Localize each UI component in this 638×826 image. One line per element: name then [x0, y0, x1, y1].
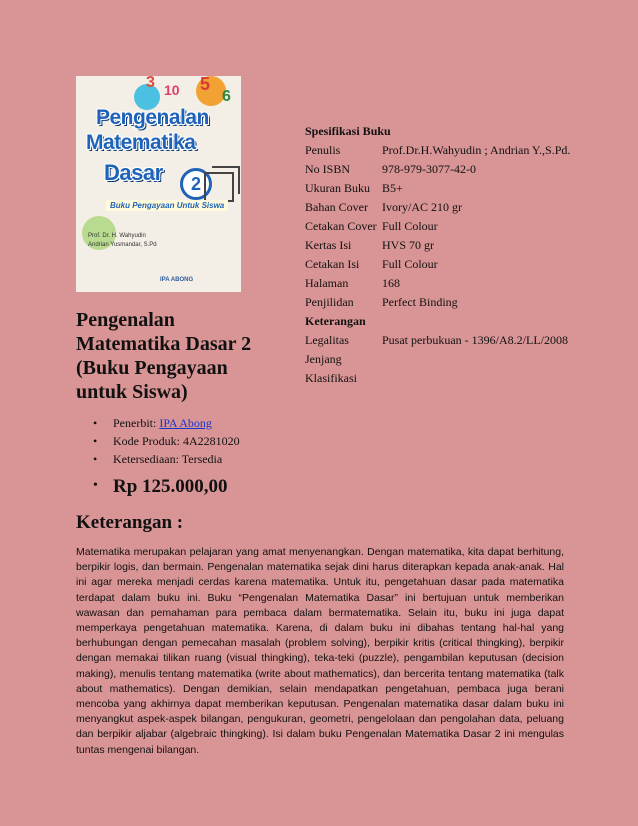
spec-heading-keterangan: Keterangan — [305, 314, 366, 328]
book-cover-image — [76, 76, 241, 292]
spec-value: Full Colour — [382, 257, 438, 271]
spec-row — [305, 198, 570, 217]
cover-number: 6 — [222, 88, 231, 105]
cover-authors — [88, 232, 157, 250]
spec-value: Perfect Binding — [382, 295, 458, 309]
description-heading: Keterangan : — [76, 512, 184, 533]
spec-value: 978-979-3077-42-0 — [382, 162, 476, 176]
spec-value: Full Colour — [382, 219, 438, 233]
availability-item: • Ketersediaan: Tersedia — [93, 450, 240, 468]
publisher-item — [93, 414, 240, 432]
spec-key: Klasifikasi — [305, 371, 357, 385]
spec-key: Legalitas — [305, 333, 349, 347]
description-text: Matematika merupakan pelajaran yang amat menyenangkan. Dengan matematika, kita dapat berhitung, berpikir logis, dan bermain. Pengenalan matematika sejak dini harus diterapkan kepada anak-anak. Hal ini agar mereka menjadi cerdas karena matematika. Untuk itu, pengetahuan dasar pada matematika terdapat dalam buku ini. Buku “Pengenalan Matematika Dasar” ini bertujuan untuk memberikan wawasan dan pemahaman para pembaca dalam bermatematika. Selain itu, buku ini juga dapat memperkaya pengetahuan matematika. Karena, di dalam buku ini dibahas tentang hal-hal yang berhubungan dengan pemecahan masalah (problem solving), berpikir kritis (critical thingking), berpikir dengan memakai tilikan ruang (visual thingking), teka-teki (puzzle), pengambilan keputusan (decision making), menulis tentang matematika (write about mathematics), dan bercerita tentang matematika (talk about mathematics). Dengan demikian, selain mendapatkan pengetahuan, pembaca juga berani mencoba yang akhirnya dapat memberikan keputusan. Pengenalan matematika dasar dalam buku ini menyangkut aspek-aspek bilangan, pengukuran, geometri, pengelolaan dan pengolahan data, peluang dan berpikir aljabar (algebraic thingking). Isi dalam buku Pengenalan Matematika Dasar 2 ini mengulas tuntas mengenai bilangan. — [76, 546, 564, 756]
spec-row — [305, 160, 570, 179]
spec-row — [305, 274, 570, 293]
cover-number: 3 — [146, 76, 155, 91]
spec-row — [305, 179, 570, 198]
spec-value — [382, 350, 570, 369]
product-code-item: • Kode Produk: 4A2281020 — [93, 432, 240, 450]
spec-key: Bahan Cover — [305, 200, 368, 214]
spec-key: Jenjang — [305, 352, 342, 366]
spec-row — [305, 369, 570, 388]
publisher-link[interactable]: IPA Abong — [159, 416, 212, 430]
cover-title-line3: Dasar — [104, 160, 163, 185]
spec-key: Cetakan Isi — [305, 257, 360, 271]
cover-author: Andrian Yusmandar, S.Pd — [88, 242, 157, 248]
cover-subtitle: Buku Pengayaan Untuk Siswa — [106, 200, 228, 211]
spec-value: Pusat perbukuan - 1396/A8.2/LL/2008 — [382, 333, 568, 347]
spec-row — [305, 141, 570, 160]
spec-value: B5+ — [382, 181, 403, 195]
spec-value — [382, 369, 570, 388]
spec-row — [305, 236, 570, 255]
product-price: • Rp 125.000,00 — [93, 476, 228, 498]
spec-key: Kertas Isi — [305, 238, 352, 252]
spec-row — [305, 255, 570, 274]
publisher-label: Penerbit: — [113, 416, 160, 430]
cover-title-line2: Matematika — [86, 131, 196, 154]
cover-title-line1: Pengenalan — [96, 106, 209, 129]
spec-row — [305, 293, 570, 312]
spec-key: Penulis — [305, 143, 341, 157]
spec-value: HVS 70 gr — [382, 238, 435, 252]
spec-key: Cetakan Cover — [305, 219, 377, 233]
spec-value: 168 — [382, 276, 400, 290]
spec-key: Ukuran Buku — [305, 181, 370, 195]
cover-number: 10 — [164, 82, 180, 98]
cover-author: Prof. Dr. H. Wahyudin — [88, 233, 146, 239]
spec-key: No ISBN — [305, 162, 351, 176]
spec-key: Penjilidan — [305, 295, 354, 309]
spec-key: Halaman — [305, 276, 349, 290]
product-info-list — [93, 414, 240, 468]
spec-row — [305, 350, 570, 369]
spec-value: Ivory/AC 210 gr — [382, 200, 462, 214]
spec-row — [305, 331, 570, 350]
spec-row — [305, 217, 570, 236]
product-title: Pengenalan Matematika Dasar 2 (Buku Pengayaan untuk Siswa) — [76, 309, 252, 403]
cube-icon — [204, 172, 234, 202]
spec-heading: Spesifikasi Buku — [305, 124, 391, 138]
cover-publisher-logo: IPA ABONG — [160, 277, 194, 283]
cover-volume-badge: 2 — [180, 168, 212, 200]
cover-number: 5 — [200, 76, 211, 94]
spec-table — [305, 122, 570, 388]
spec-value: Prof.Dr.H.Wahyudin ; Andrian Y.,S.Pd. — [382, 143, 571, 157]
